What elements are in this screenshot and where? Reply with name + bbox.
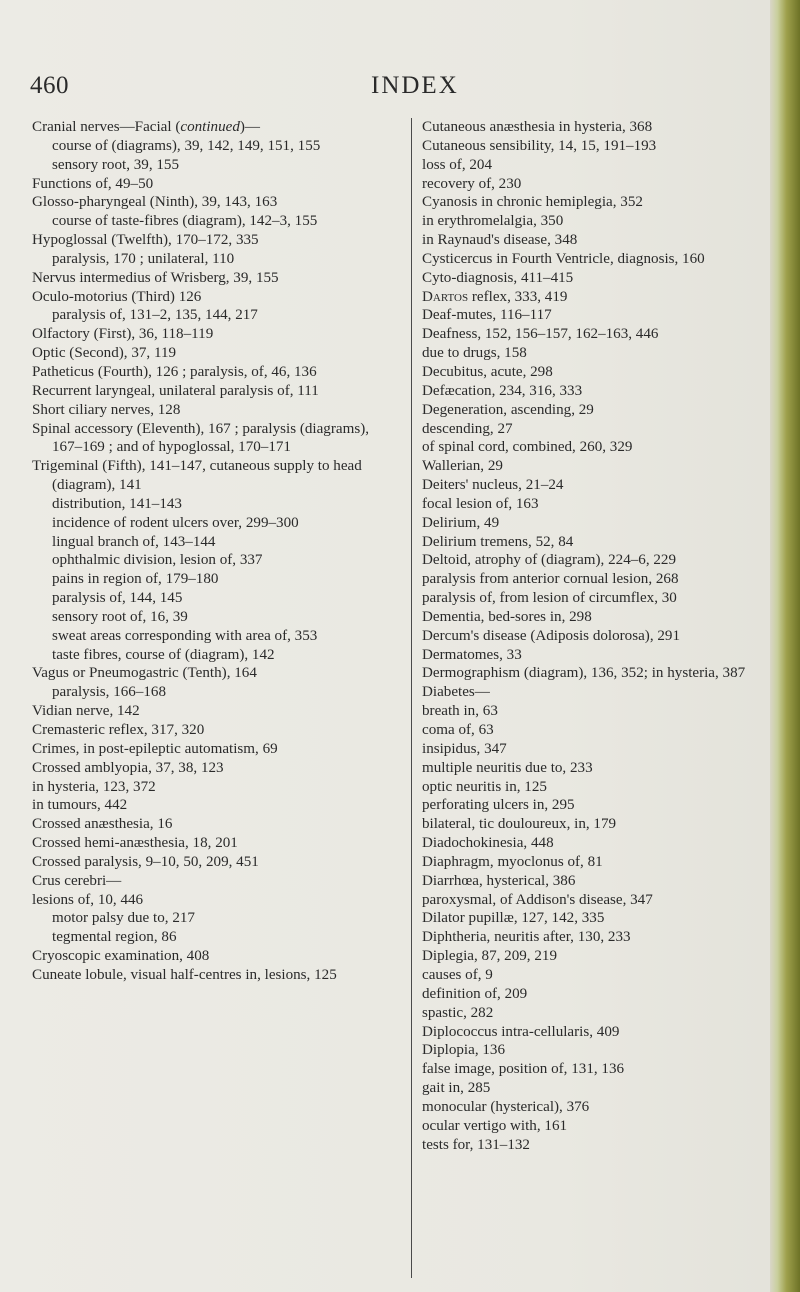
index-entry: paralysis of, 131–2, 135, 144, 217: [52, 307, 258, 324]
index-entry: Vagus or Pneumogastric (Tenth), 164: [32, 665, 257, 682]
index-entry: Defæcation, 234, 316, 333: [422, 382, 583, 399]
index-entry: lesions of, 10, 446: [32, 891, 144, 908]
index-entry: spastic, 282: [422, 1004, 494, 1021]
index-entry: lingual branch of, 143–144: [52, 533, 216, 550]
index-entry: in tumours, 442: [32, 797, 128, 814]
index-entry: Diadochokinesia, 448: [422, 835, 554, 852]
index-entry: Diaphragm, myoclonus of, 81: [422, 853, 603, 870]
index-entry: paralysis, 166–168: [52, 684, 167, 701]
index-entry: Trigeminal (Fifth), 141–147, cutaneous supply to head (diagram), 141: [32, 458, 362, 494]
index-entry: Wallerian, 29: [422, 458, 503, 475]
index-entry: false image, position of, 131, 136: [422, 1061, 625, 1078]
index-entry: distribution, 141–143: [52, 495, 182, 512]
index-entry: Dermographism (diagram), 136, 352; in hysteria, 387: [422, 665, 746, 682]
index-entry: Glosso-pharyngeal (Ninth), 39, 143, 163: [32, 194, 278, 211]
index-entry: Cyanosis in chronic hemiplegia, 352: [422, 194, 643, 211]
index-entry: tegmental region, 86: [52, 929, 177, 946]
index-entry: course of taste-fibres (diagram), 142–3, 155: [52, 213, 318, 230]
index-entry: Optic (Second), 37, 119: [32, 345, 177, 362]
index-entry: of spinal cord, combined, 260, 329: [422, 439, 633, 456]
index-entry: Nervus intermedius of Wrisberg, 39, 155: [32, 269, 279, 286]
index-entry: Cuneate lobule, visual half-centres in, lesions, 125: [32, 966, 337, 983]
index-entry: Deiters' nucleus, 21–24: [422, 477, 564, 494]
index-entry: focal lesion of, 163: [422, 495, 539, 512]
index-entry: bilateral, tic douloureux, in, 179: [422, 816, 617, 833]
index-entry: insipidus, 347: [422, 740, 507, 757]
index-entry: ocular vertigo with, 161: [422, 1117, 568, 1134]
index-entry: in erythromelalgia, 350: [422, 213, 564, 230]
index-entry: due to drugs, 158: [422, 345, 527, 362]
index-entry: Cutaneous anæsthesia in hysteria, 368: [422, 119, 653, 135]
index-entry: Diarrhœa, hysterical, 386: [422, 872, 576, 889]
index-entry: descending, 27: [422, 420, 513, 437]
index-entry: sensory root, 39, 155: [52, 156, 180, 173]
running-head: INDEX: [371, 72, 459, 99]
index-entry: motor palsy due to, 217: [52, 910, 195, 927]
page-edge: [770, 0, 800, 1292]
index-entry: Dermatomes, 33: [422, 646, 522, 663]
index-entry: Diphtheria, neuritis after, 130, 233: [422, 929, 631, 946]
index-entry: in Raynaud's disease, 348: [422, 232, 578, 249]
index-entry: Deaf-mutes, 116–117: [422, 307, 552, 324]
index-entry: Hypoglossal (Twelfth), 170–172, 335: [32, 232, 259, 249]
index-entry: Degeneration, ascending, 29: [422, 401, 594, 418]
index-entry: definition of, 209: [422, 985, 528, 1002]
index-entry: Deltoid, atrophy of (diagram), 224–6, 229: [422, 552, 677, 569]
index-column-right: [422, 118, 782, 1154]
index-entry: course of (diagrams), 39, 142, 149, 151, 155: [52, 137, 321, 154]
index-entry: Decubitus, acute, 298: [422, 363, 553, 380]
index-entry: incidence of rodent ulcers over, 299–300: [52, 514, 299, 531]
index-entry: Dementia, bed-sores in, 298: [422, 608, 592, 625]
index-entry: tests for, 131–132: [422, 1136, 530, 1153]
index-entry: Diplopia, 136: [422, 1042, 506, 1059]
page-header: [0, 72, 780, 112]
index-entry: Crossed amblyopia, 37, 38, 123: [32, 759, 224, 776]
index-entry: taste fibres, course of (diagram), 142: [52, 646, 275, 663]
index-entry: Cryoscopic examination, 408: [32, 948, 210, 965]
index-entry: pains in region of, 179–180: [52, 571, 219, 588]
index-entry: paroxysmal, of Addison's disease, 347: [422, 891, 653, 908]
index-entry: Spinal accessory (Eleventh), 167 ; paralysis (diagrams), 167–169 ; and of hypoglossal, 170–171: [32, 420, 369, 456]
index-entry: Patheticus (Fourth), 126 ; paralysis, of, 46, 136: [32, 363, 317, 380]
index-entry: coma of, 63: [422, 722, 494, 738]
index-entry: breath in, 63: [422, 703, 498, 720]
index-entry: paralysis, 170 ; unilateral, 110: [52, 250, 235, 267]
index-entry: ophthalmic division, lesion of, 337: [52, 552, 263, 569]
index-entry: Oculo-motorius (Third) 126: [32, 288, 202, 305]
index-entry: gait in, 285: [422, 1080, 491, 1097]
index-entry: Diplegia, 87, 209, 219: [422, 948, 557, 965]
index-entry: Crossed hemi-anæsthesia, 18, 201: [32, 835, 238, 852]
page-number: 460: [30, 72, 69, 99]
index-entry: Crossed paralysis, 9–10, 50, 209, 451: [32, 853, 259, 870]
index-entry: Cysticercus in Fourth Ventricle, diagnosis, 160: [422, 250, 705, 267]
index-entry: Recurrent laryngeal, unilateral paralysis of, 111: [32, 382, 319, 399]
index-entry: Dartos reflex, 333, 419: [422, 288, 568, 305]
column-divider: [411, 118, 412, 1278]
index-entry: perforating ulcers in, 295: [422, 797, 575, 814]
index-column-left: [32, 118, 392, 985]
index-entry: Diplococcus intra-cellularis, 409: [422, 1023, 620, 1040]
index-entry: Cutaneous sensibility, 14, 15, 191–193: [422, 137, 657, 154]
index-entry: Deafness, 152, 156–157, 162–163, 446: [422, 326, 659, 343]
index-entry: Functions of, 49–50: [32, 175, 154, 192]
index-entry: Delirium, 49: [422, 514, 500, 531]
index-entry: multiple neuritis due to, 233: [422, 759, 593, 776]
index-entry: causes of, 9: [422, 966, 493, 983]
index-entry: Cyto-diagnosis, 411–415: [422, 269, 574, 286]
index-entry: sensory root of, 16, 39: [52, 608, 188, 625]
index-entry: monocular (hysterical), 376: [422, 1098, 590, 1115]
index-entry: Cremasteric reflex, 317, 320: [32, 722, 205, 738]
index-entry: sweat areas corresponding with area of, 353: [52, 627, 318, 644]
index-entry: Dercum's disease (Adiposis dolorosa), 291: [422, 627, 681, 644]
index-entry: paralysis of, from lesion of circumflex, 30: [422, 590, 677, 607]
index-entry: Crus cerebri—: [32, 872, 122, 889]
index-entry: Cranial nerves—Facial (continued)—: [32, 119, 261, 135]
index-entry: Olfactory (First), 36, 118–119: [32, 326, 214, 343]
index-entry: Delirium tremens, 52, 84: [422, 533, 574, 550]
index-entry: paralysis from anterior cornual lesion, 268: [422, 571, 679, 588]
index-entry: Vidian nerve, 142: [32, 703, 140, 720]
index-entry: Short ciliary nerves, 128: [32, 401, 181, 418]
index-entry: Diabetes—: [422, 684, 490, 701]
index-entry: paralysis of, 144, 145: [52, 590, 183, 607]
index-entry: optic neuritis in, 125: [422, 778, 547, 795]
index-entry: Crossed anæsthesia, 16: [32, 816, 173, 833]
index-entry: in hysteria, 123, 372: [32, 778, 156, 795]
index-entry: Dilator pupillæ, 127, 142, 335: [422, 910, 605, 927]
index-entry: loss of, 204: [422, 156, 493, 173]
index-entry: Crimes, in post-epileptic automatism, 69: [32, 740, 278, 757]
index-entry: recovery of, 230: [422, 175, 522, 192]
